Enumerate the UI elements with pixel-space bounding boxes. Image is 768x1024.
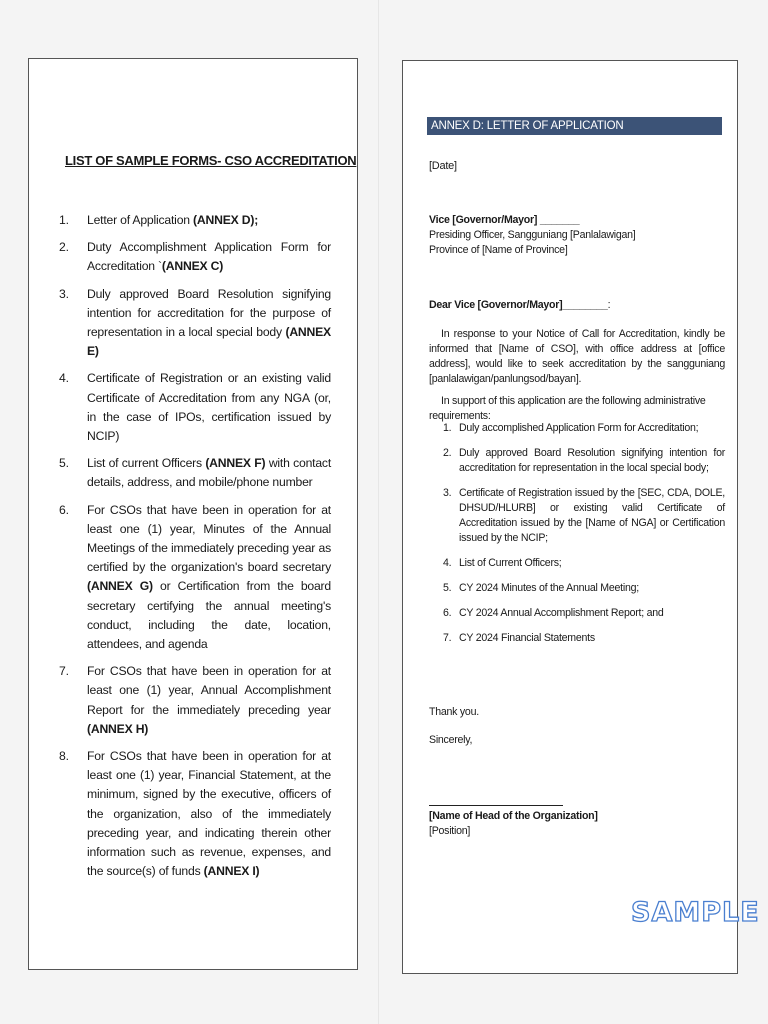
addressee-office: Presiding Officer, Sangguniang [Panlalawigan] [429,229,636,241]
item-number: 2. [59,240,69,255]
item-text: List of current Officers [87,456,206,471]
item-text: Duly approved Board Resolution signifying intention for accreditation for the purpose of representation in a local special body [87,286,331,340]
list-item [59,211,331,230]
signatory-name: [Name of Head of the Organization] [429,810,598,822]
closing-thanks: Thank you. [429,706,479,718]
item-text-after: with contact details, address, and mobile/phone number [87,456,332,490]
requirements-list [59,211,331,890]
annex-label: (ANNEX G) [87,579,153,594]
item-number: 8. [59,749,69,764]
addressee-block [429,213,719,258]
addressee-title: Vice [Governor/Mayor] _______ [429,214,580,226]
item-text: For CSOs that have been in operation for at least one (1) year, Financial Statement, at the minimum, signed by the executive, officers of the organization, also of the immediately preceding year, and indicating therein other information such as revenue, expenses, and the source(s) of funds [87,749,331,879]
item-text: Letter of Application [87,213,194,227]
item-number: 4. [443,557,452,569]
item-number: 7. [59,664,69,679]
list-item [59,238,331,276]
salutation-colon: : [607,299,611,311]
list-item [429,446,725,476]
item-text: Certificate of Registration or an existing valid Certificate of Accreditation from any NGA (or, in the case of IPOs, certification issued by NCIP) [87,371,331,444]
letter-date: [Date] [429,160,457,172]
intro-paragraph: In response to your Notice of Call for Accreditation, kindly be informed that [Name of CSO], with office address at [office address], would like to seek accreditation by the sangguniang [panlalawigan/panlungsod/bayan]. [429,328,725,385]
item-text: Duty Accomplishment Application Form for Accreditation ` [87,240,331,274]
annex-label: (ANNEX D); [193,213,259,227]
list-item [59,454,331,492]
list-item [429,556,725,571]
page-title: LIST OF SAMPLE FORMS- CSO ACCREDITATION [65,153,357,168]
item-number: 1. [59,213,69,227]
list-item [59,285,331,362]
annex-label: (ANNEX E) [87,325,331,359]
item-text: CY 2024 Annual Accomplishment Report; and [459,607,664,619]
item-number: 1. [443,422,452,434]
annex-label: (ANNEX H) [87,721,149,736]
item-number: 4. [59,371,69,386]
item-number: 7. [443,632,452,644]
left-page [28,58,358,970]
letter-requirements-list [429,421,725,656]
item-text: For CSOs that have been in operation for at least one (1) year, Minutes of the Annual Meetings of the immediately preceding year as certified by the organization's board secretary [87,502,331,575]
salutation-name: Dear Vice [Governor/Mayor]________ [429,299,608,311]
annex-label: (ANNEX I) [203,864,260,879]
list-item [59,662,331,739]
list-item [59,369,331,446]
item-number: 5. [443,582,452,594]
item-number: 3. [443,487,452,499]
addressee-province: Province of [Name of Province] [429,244,568,256]
annex-label: (ANNEX F) [205,456,266,471]
item-text: CY 2024 Minutes of the Annual Meeting; [459,582,639,594]
list-item [429,581,725,596]
list-item [429,606,725,621]
right-page [402,60,760,974]
item-text: Duly approved Board Resolution signifying intention for accreditation for representation in the local special body; [459,447,725,474]
closing-sincerely: Sincerely, [429,734,473,746]
annex-header-band: ANNEX D: LETTER OF APPLICATION [427,117,722,135]
item-text: For CSOs that have been in operation for at least one (1) year, Annual Accomplishment Report for the immediately preceding year [87,664,331,717]
item-text: List of Current Officers; [459,557,562,569]
item-text: CY 2024 Financial Statements [459,632,595,644]
signature-line [429,805,563,806]
list-item [59,501,331,655]
list-item [429,421,725,436]
list-item [429,631,725,646]
item-text: Duly accomplished Application Form for Accreditation; [459,422,699,434]
item-number: 2. [443,447,452,459]
support-paragraph: In support of this application are the following administrative requirements: [429,395,706,422]
item-text-after: or Certification from the board secretary certifying the annual meeting's conduct, including the date, location, attendees, and agenda [87,579,331,652]
salutation [429,298,610,313]
booklet-spine [378,0,380,1024]
item-text: Certificate of Registration issued by the [SEC, CDA, DOLE, DHSUD/HLURB] or existing valid Certificate of Accreditation issued by the [Name of NGA] or Certification issued by the NCIP; [459,487,725,544]
item-number: 6. [443,607,452,619]
list-item [429,486,725,546]
annex-label: (ANNEX C) [161,259,224,274]
list-item [59,747,331,881]
item-number: 6. [59,502,69,517]
signatory-position: [Position] [429,825,471,837]
item-number: 3. [59,286,69,301]
item-number: 5. [59,456,69,471]
sample-watermark-stamp: SAMPLE [631,897,760,928]
